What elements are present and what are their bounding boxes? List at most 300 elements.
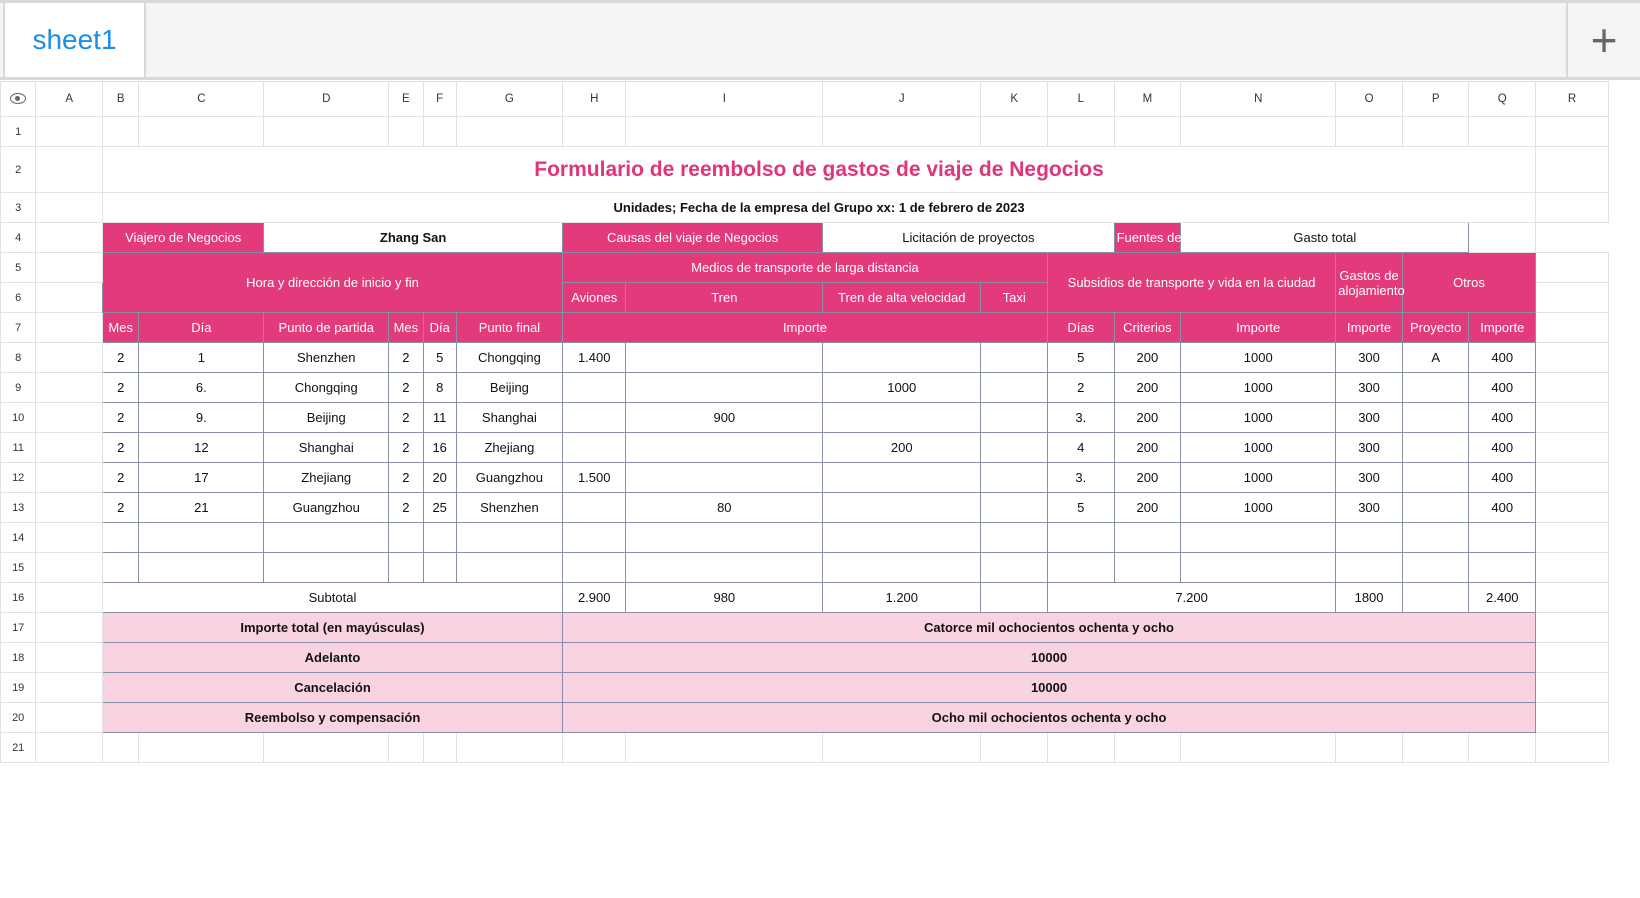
cell[interactable]: 2: [389, 403, 423, 433]
cell[interactable]: [626, 343, 823, 373]
cell[interactable]: Guangzhou: [264, 493, 389, 523]
cell[interactable]: [562, 733, 625, 763]
cell[interactable]: 200: [1114, 463, 1181, 493]
cell[interactable]: 6.: [139, 373, 264, 403]
cell[interactable]: 5: [1047, 493, 1114, 523]
cell[interactable]: 2: [389, 373, 423, 403]
cell[interactable]: 400: [1469, 343, 1536, 373]
header-end-month[interactable]: Mes: [389, 313, 423, 343]
header-start-month[interactable]: Mes: [102, 313, 138, 343]
summary-row: [1, 643, 1609, 673]
cell[interactable]: [36, 343, 103, 373]
cell[interactable]: [1336, 733, 1403, 763]
cell[interactable]: [1336, 117, 1403, 147]
cell[interactable]: 300: [1336, 463, 1403, 493]
cell[interactable]: 400: [1469, 403, 1536, 433]
row-header[interactable]: 7: [1, 313, 36, 343]
cell[interactable]: [456, 523, 562, 553]
cell[interactable]: [423, 523, 456, 553]
header-taxi[interactable]: Taxi: [981, 283, 1048, 313]
cell[interactable]: 80: [626, 493, 823, 523]
cell[interactable]: [1536, 523, 1609, 553]
cause-value[interactable]: Licitación de proyectos: [823, 223, 1114, 253]
cell[interactable]: [626, 373, 823, 403]
cell[interactable]: [562, 493, 625, 523]
header-criteria[interactable]: Criterios: [1114, 313, 1181, 343]
cell[interactable]: [139, 733, 264, 763]
cell[interactable]: 300: [1336, 373, 1403, 403]
row-header[interactable]: 6: [1, 283, 36, 313]
cell[interactable]: [1469, 223, 1536, 253]
cell[interactable]: [1402, 733, 1469, 763]
cell[interactable]: [1336, 553, 1403, 583]
cell[interactable]: [1402, 433, 1469, 463]
cell[interactable]: 200: [823, 433, 981, 463]
cell[interactable]: 12: [139, 433, 264, 463]
cell[interactable]: [36, 583, 103, 613]
cell[interactable]: [1402, 493, 1469, 523]
cell[interactable]: [36, 523, 103, 553]
table-row: [1, 463, 1609, 493]
row-header[interactable]: 4: [1, 223, 36, 253]
cell[interactable]: [36, 193, 103, 223]
cell[interactable]: [36, 703, 103, 733]
select-all-corner[interactable]: [1, 82, 36, 117]
summary-row: [1, 613, 1609, 643]
column-header-j[interactable]: J: [823, 82, 981, 117]
header-city-amount[interactable]: Importe: [1181, 313, 1336, 343]
column-header-r[interactable]: R: [1536, 82, 1609, 117]
cell[interactable]: A: [1402, 343, 1469, 373]
cell[interactable]: [423, 553, 456, 583]
cell[interactable]: [36, 433, 103, 463]
cell[interactable]: [562, 523, 625, 553]
cell[interactable]: [36, 283, 103, 313]
row-header[interactable]: 9: [1, 373, 36, 403]
cell[interactable]: [1536, 613, 1609, 643]
cell[interactable]: [1181, 117, 1336, 147]
cell[interactable]: [1469, 553, 1536, 583]
cell[interactable]: [1047, 733, 1114, 763]
cell[interactable]: Shenzhen: [456, 493, 562, 523]
row-header[interactable]: 21: [1, 733, 36, 763]
cell[interactable]: [981, 523, 1048, 553]
cell[interactable]: [981, 433, 1048, 463]
cell[interactable]: 2: [102, 493, 138, 523]
cell[interactable]: [389, 523, 423, 553]
cell[interactable]: [626, 433, 823, 463]
cell[interactable]: 2: [389, 463, 423, 493]
summary-value[interactable]: Catorce mil ochocientos ochenta y ocho: [562, 613, 1535, 643]
cell[interactable]: [389, 733, 423, 763]
cell[interactable]: 3.: [1047, 403, 1114, 433]
cell[interactable]: [981, 463, 1048, 493]
header-others[interactable]: Otros: [1402, 253, 1535, 313]
cell[interactable]: [626, 117, 823, 147]
column-header-d[interactable]: D: [264, 82, 389, 117]
cell[interactable]: [823, 493, 981, 523]
cell[interactable]: [1114, 733, 1181, 763]
cell[interactable]: [1181, 523, 1336, 553]
header-days[interactable]: Días: [1047, 313, 1114, 343]
cell[interactable]: [423, 117, 456, 147]
cell[interactable]: [981, 373, 1048, 403]
column-header-row: [1, 82, 1609, 117]
cell[interactable]: 11: [423, 403, 456, 433]
cell[interactable]: [36, 643, 103, 673]
column-header-a[interactable]: A: [36, 82, 103, 117]
subtotal-highspeed[interactable]: 1.200: [823, 583, 981, 613]
column-header-m[interactable]: M: [1114, 82, 1181, 117]
cell[interactable]: 300: [1336, 343, 1403, 373]
cell[interactable]: [562, 553, 625, 583]
sheet-table: [0, 81, 1609, 763]
cell[interactable]: 1000: [1181, 343, 1336, 373]
column-header-e[interactable]: E: [389, 82, 423, 117]
funding-label[interactable]: Fuentes de financiación: [1114, 223, 1181, 253]
cell[interactable]: [1469, 523, 1536, 553]
cell[interactable]: [1047, 117, 1114, 147]
cell[interactable]: [36, 553, 103, 583]
summary-label[interactable]: Cancelación: [102, 673, 562, 703]
subtotal-project[interactable]: [1402, 583, 1469, 613]
cell[interactable]: [1469, 117, 1536, 147]
header-long-transport[interactable]: Medios de transporte de larga distancia: [562, 253, 1047, 283]
cell[interactable]: 2: [389, 493, 423, 523]
traveler-label[interactable]: Viajero de Negocios: [102, 223, 263, 253]
sheet-tab-sheet1[interactable]: sheet1: [3, 3, 146, 77]
header-start-day[interactable]: Día: [139, 313, 264, 343]
row-header[interactable]: 12: [1, 463, 36, 493]
cell[interactable]: [36, 673, 103, 703]
row-header[interactable]: 1: [1, 117, 36, 147]
header-highspeed[interactable]: Tren de alta velocidad: [823, 283, 981, 313]
cell[interactable]: [1047, 523, 1114, 553]
cause-label[interactable]: Causas del viaje de Negocios: [562, 223, 822, 253]
row-header[interactable]: 3: [1, 193, 36, 223]
cell[interactable]: [1114, 523, 1181, 553]
cell[interactable]: 1000: [1181, 463, 1336, 493]
header-city-subsidies[interactable]: Subsidios de transporte y vida en la ciudad: [1047, 253, 1335, 313]
cell[interactable]: [1536, 583, 1609, 613]
cell[interactable]: 1000: [1181, 493, 1336, 523]
cell[interactable]: [1536, 373, 1609, 403]
row-header[interactable]: 5: [1, 253, 36, 283]
cell[interactable]: [823, 553, 981, 583]
column-header-h[interactable]: H: [562, 82, 625, 117]
cell[interactable]: [1536, 147, 1609, 193]
cell[interactable]: [1536, 313, 1609, 343]
cell[interactable]: Guangzhou: [456, 463, 562, 493]
cell[interactable]: [264, 733, 389, 763]
cell[interactable]: [1047, 553, 1114, 583]
cell[interactable]: [562, 117, 625, 147]
row-header[interactable]: 18: [1, 643, 36, 673]
cell[interactable]: [1402, 373, 1469, 403]
cell[interactable]: [1536, 493, 1609, 523]
cell[interactable]: [139, 117, 264, 147]
cell[interactable]: 200: [1114, 343, 1181, 373]
cell[interactable]: [36, 253, 103, 283]
cell[interactable]: [1536, 343, 1609, 373]
row-header[interactable]: 15: [1, 553, 36, 583]
cell[interactable]: 2: [102, 433, 138, 463]
summary-value[interactable]: 10000: [562, 673, 1535, 703]
cell[interactable]: [1402, 523, 1469, 553]
row-header[interactable]: 19: [1, 673, 36, 703]
summary-value[interactable]: Ocho mil ochocientos ochenta y ocho: [562, 703, 1535, 733]
cell[interactable]: [562, 373, 625, 403]
table-row: [1, 403, 1609, 433]
cell[interactable]: [423, 733, 456, 763]
row-header[interactable]: 20: [1, 703, 36, 733]
column-header-c[interactable]: C: [139, 82, 264, 117]
cell[interactable]: Beijing: [264, 403, 389, 433]
cell[interactable]: [36, 463, 103, 493]
cell[interactable]: Chongqing: [264, 373, 389, 403]
cell[interactable]: [1402, 117, 1469, 147]
cell[interactable]: [823, 463, 981, 493]
column-header-b[interactable]: B: [102, 82, 138, 117]
cell[interactable]: [102, 733, 138, 763]
traveler-value[interactable]: Zhang San: [264, 223, 563, 253]
cell[interactable]: 400: [1469, 433, 1536, 463]
subtotal-others[interactable]: 2.400: [1469, 583, 1536, 613]
cell[interactable]: [823, 523, 981, 553]
cell[interactable]: [456, 553, 562, 583]
column-header-f[interactable]: F: [423, 82, 456, 117]
cell[interactable]: [1536, 703, 1609, 733]
cell[interactable]: [36, 613, 103, 643]
cell[interactable]: [456, 117, 562, 147]
cell[interactable]: [1536, 193, 1609, 223]
cell[interactable]: [823, 403, 981, 433]
subtotal-planes[interactable]: 2.900: [562, 583, 625, 613]
cell[interactable]: 400: [1469, 373, 1536, 403]
cell[interactable]: 2: [102, 463, 138, 493]
cell[interactable]: [1402, 553, 1469, 583]
cell[interactable]: 1: [139, 343, 264, 373]
cell[interactable]: [562, 433, 625, 463]
cell[interactable]: 900: [626, 403, 823, 433]
cell[interactable]: [36, 223, 103, 253]
cell[interactable]: [1536, 403, 1609, 433]
subtotal-train[interactable]: 980: [626, 583, 823, 613]
cell[interactable]: [626, 523, 823, 553]
cell[interactable]: 5: [423, 343, 456, 373]
row-header[interactable]: 14: [1, 523, 36, 553]
form-title[interactable]: Formulario de reembolso de gastos de viaje de Negocios: [102, 147, 1535, 193]
summary-label[interactable]: Adelanto: [102, 643, 562, 673]
summary-label[interactable]: Reembolso y compensación: [102, 703, 562, 733]
cell[interactable]: [1181, 733, 1336, 763]
row-header[interactable]: 2: [1, 147, 36, 193]
cell[interactable]: 200: [1114, 373, 1181, 403]
cell[interactable]: 21: [139, 493, 264, 523]
header-end-day[interactable]: Día: [423, 313, 456, 343]
header-planes[interactable]: Aviones: [562, 283, 625, 313]
subtotal-lodging[interactable]: 1800: [1336, 583, 1403, 613]
cell[interactable]: [1536, 117, 1609, 147]
row-header[interactable]: 13: [1, 493, 36, 523]
table-row: [1, 433, 1609, 463]
cell[interactable]: [823, 733, 981, 763]
cell[interactable]: [1536, 433, 1609, 463]
cell[interactable]: [1536, 463, 1609, 493]
cell[interactable]: [389, 553, 423, 583]
cell[interactable]: [562, 403, 625, 433]
cell[interactable]: 25: [423, 493, 456, 523]
cell[interactable]: [36, 493, 103, 523]
column-header-o[interactable]: O: [1336, 82, 1403, 117]
funding-value[interactable]: Gasto total: [1181, 223, 1469, 253]
cell[interactable]: [1114, 117, 1181, 147]
cell[interactable]: [823, 343, 981, 373]
cell[interactable]: [1536, 283, 1609, 313]
column-header-n[interactable]: N: [1181, 82, 1336, 117]
cell[interactable]: 9.: [139, 403, 264, 433]
header-others-amount[interactable]: Importe: [1469, 313, 1536, 343]
cell[interactable]: 3.: [1047, 463, 1114, 493]
form-subtitle[interactable]: Unidades; Fecha de la empresa del Grupo xx: 1 de febrero de 2023: [102, 193, 1535, 223]
cell[interactable]: [1181, 553, 1336, 583]
cell[interactable]: 200: [1114, 403, 1181, 433]
cell[interactable]: 2: [389, 343, 423, 373]
cell[interactable]: [36, 313, 103, 343]
row-header[interactable]: 10: [1, 403, 36, 433]
cell[interactable]: [981, 403, 1048, 433]
cell[interactable]: 2: [102, 403, 138, 433]
cell[interactable]: 17: [139, 463, 264, 493]
cell[interactable]: 20: [423, 463, 456, 493]
column-header-l[interactable]: L: [1047, 82, 1114, 117]
cell[interactable]: 300: [1336, 433, 1403, 463]
column-header-k[interactable]: K: [981, 82, 1048, 117]
cell[interactable]: 1000: [823, 373, 981, 403]
cell[interactable]: [981, 343, 1048, 373]
cell[interactable]: Chongqing: [456, 343, 562, 373]
cell[interactable]: [36, 147, 103, 193]
cell[interactable]: [626, 553, 823, 583]
subtotal-label[interactable]: Subtotal: [102, 583, 562, 613]
cell[interactable]: 5: [1047, 343, 1114, 373]
cell[interactable]: [36, 403, 103, 433]
cell[interactable]: [102, 117, 138, 147]
row-header[interactable]: 16: [1, 583, 36, 613]
spreadsheet-grid: [0, 81, 1609, 763]
column-header-p[interactable]: P: [1402, 82, 1469, 117]
cell[interactable]: Zhejiang: [264, 463, 389, 493]
cell[interactable]: 300: [1336, 493, 1403, 523]
cell[interactable]: 1000: [1181, 373, 1336, 403]
cell[interactable]: 200: [1114, 493, 1181, 523]
cell[interactable]: [139, 523, 264, 553]
cell[interactable]: [981, 733, 1048, 763]
cell[interactable]: Beijing: [456, 373, 562, 403]
cell[interactable]: 400: [1469, 463, 1536, 493]
column-header-g[interactable]: G: [456, 82, 562, 117]
eye-icon[interactable]: [10, 93, 26, 104]
cell[interactable]: [981, 117, 1048, 147]
header-lodging[interactable]: Gastos de alojamiento: [1336, 253, 1403, 313]
cell[interactable]: [139, 553, 264, 583]
cell[interactable]: 1.500: [562, 463, 625, 493]
column-header-i[interactable]: I: [626, 82, 823, 117]
summary-value[interactable]: 10000: [562, 643, 1535, 673]
cell[interactable]: 2: [1047, 373, 1114, 403]
cell[interactable]: [1536, 643, 1609, 673]
header-start-point[interactable]: Punto de partida: [264, 313, 389, 343]
cell[interactable]: [626, 463, 823, 493]
cell[interactable]: 300: [1336, 403, 1403, 433]
cell[interactable]: 2: [102, 373, 138, 403]
cell[interactable]: [1536, 673, 1609, 703]
cell[interactable]: [1336, 523, 1403, 553]
cell[interactable]: [389, 117, 423, 147]
cell[interactable]: [36, 733, 103, 763]
cell[interactable]: [102, 553, 138, 583]
cell[interactable]: [1402, 463, 1469, 493]
cell[interactable]: [981, 553, 1048, 583]
cell[interactable]: Shanghai: [264, 433, 389, 463]
header-time-direction[interactable]: Hora y dirección de inicio y fin: [102, 253, 562, 313]
row-header[interactable]: 11: [1, 433, 36, 463]
cell[interactable]: 1000: [1181, 403, 1336, 433]
header-end-point[interactable]: Punto final: [456, 313, 562, 343]
cell[interactable]: [1469, 733, 1536, 763]
cell[interactable]: 16: [423, 433, 456, 463]
summary-label[interactable]: Importe total (en mayúsculas): [102, 613, 562, 643]
header-train[interactable]: Tren: [626, 283, 823, 313]
subtotal-city[interactable]: 7.200: [1047, 583, 1335, 613]
cell[interactable]: 8: [423, 373, 456, 403]
cell[interactable]: [264, 553, 389, 583]
cell[interactable]: [1114, 553, 1181, 583]
cell[interactable]: [264, 523, 389, 553]
cell[interactable]: 4: [1047, 433, 1114, 463]
cell[interactable]: 400: [1469, 493, 1536, 523]
cell[interactable]: 200: [1114, 433, 1181, 463]
cell[interactable]: 1000: [1181, 433, 1336, 463]
cell[interactable]: [626, 733, 823, 763]
header-project[interactable]: Proyecto: [1402, 313, 1469, 343]
header-lodging-amount[interactable]: Importe: [1336, 313, 1403, 343]
column-header-q[interactable]: Q: [1469, 82, 1536, 117]
cell[interactable]: [1402, 403, 1469, 433]
header-transport-amount[interactable]: Importe: [562, 313, 1047, 343]
cell[interactable]: [1536, 553, 1609, 583]
cell[interactable]: [36, 117, 103, 147]
cell[interactable]: [981, 493, 1048, 523]
cell[interactable]: [823, 117, 981, 147]
cell[interactable]: [1536, 733, 1609, 763]
row-header[interactable]: 8: [1, 343, 36, 373]
cell[interactable]: [102, 523, 138, 553]
cell[interactable]: 2: [389, 433, 423, 463]
cell[interactable]: 1.400: [562, 343, 625, 373]
subtotal-taxi[interactable]: [981, 583, 1048, 613]
cell[interactable]: Shanghai: [456, 403, 562, 433]
row-header[interactable]: 17: [1, 613, 36, 643]
add-sheet-button[interactable]: [1566, 3, 1640, 77]
cell[interactable]: Zhejiang: [456, 433, 562, 463]
cell[interactable]: Shenzhen: [264, 343, 389, 373]
cell[interactable]: [264, 117, 389, 147]
cell[interactable]: [36, 373, 103, 403]
cell[interactable]: 2: [102, 343, 138, 373]
cell[interactable]: [456, 733, 562, 763]
cell[interactable]: [1536, 253, 1609, 283]
